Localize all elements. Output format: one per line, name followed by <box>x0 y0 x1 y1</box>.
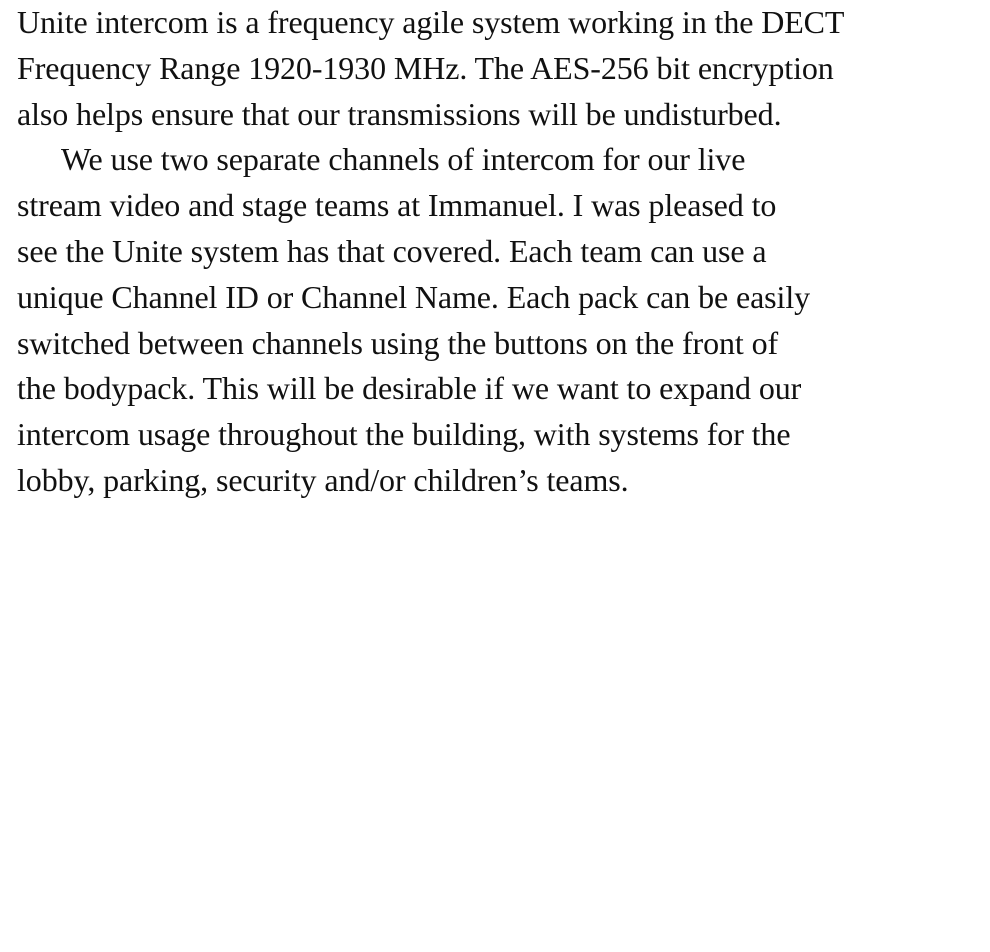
text-line: the bodypack. This will be desirable if we want to expand our <box>17 370 802 407</box>
text-line: lobby, parking, security and/or children’s teams. <box>17 461 629 498</box>
text-line: unique Channel ID or Channel Name. Each pack can be easily <box>17 278 811 315</box>
text-line: We use two separate channels of intercom for our live <box>61 141 746 178</box>
article-body <box>17 0 979 504</box>
text-line: Unite intercom is a frequency agile system working in the DECT <box>17 4 845 40</box>
paragraph-2 <box>17 137 979 503</box>
text-line: intercom usage throughout the building, with systems for the <box>17 416 791 453</box>
text-line: switched between channels using the buttons on the front of <box>17 324 779 361</box>
text-line: see the Unite system has that covered. Each team can use a <box>17 232 767 269</box>
text-line: also helps ensure that our transmissions will be undisturbed. <box>17 95 782 132</box>
paragraph-1 <box>17 0 979 137</box>
text-line: Frequency Range 1920-1930 MHz. The AES-256 bit encryption <box>17 49 834 86</box>
text-line: stream video and stage teams at Immanuel. I was pleased to <box>17 187 777 224</box>
